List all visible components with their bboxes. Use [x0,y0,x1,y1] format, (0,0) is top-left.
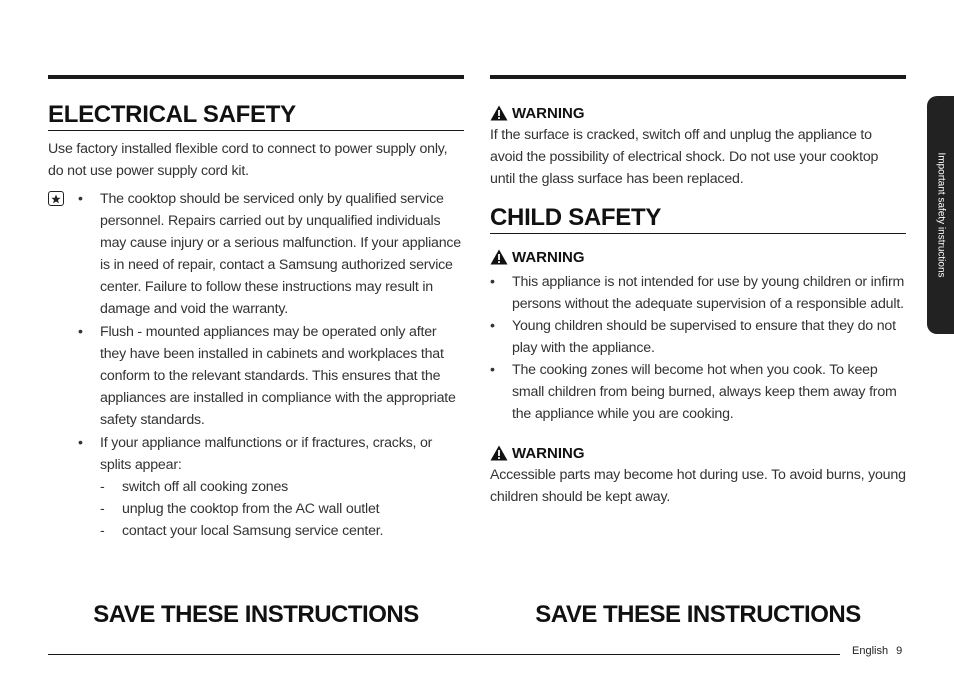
section-title: ELECTRICAL SAFETY [48,101,296,128]
list-item: • The cooktop should be serviced only by qualified service personnel. Repairs carried out by unqualified individuals may cause injury or a serious malfunction. If your appliance is in need of repair, contact a Samsung authorized service center. Failure to follow these instructions may result in damage and void the warranty. [100,188,464,320]
left-column [48,75,464,543]
footer-language: English [852,645,889,657]
side-tab-label: Important safety instructions [935,152,946,278]
side-tab [927,96,954,334]
electrical-safety-section [48,101,464,131]
list-item: • The cooking zones will become hot when you cook. To keep small children from being burned, always keep them away from the appliance while you are cooking. [512,359,906,425]
warning-triangle-icon [490,249,508,265]
save-instructions-left: SAVE THESE INSTRUCTIONS [93,601,419,628]
warning-heading: WARNING [490,442,906,464]
save-instructions-right: SAVE THESE INSTRUCTIONS [535,601,861,628]
list-item: • Flush - mounted appliances may be operated only after they have been installed in cabinets and workplaces that conform to the relevant standards. This ensures that the appliances are installed in compliance with the appropriate safety standards. [100,321,464,431]
warning-heading: WARNING [490,246,906,268]
list-item [100,432,464,542]
right-column [490,75,906,508]
footer [852,645,902,657]
top-rule [48,75,464,79]
dash-item: - contact your local Samsung service center. [122,520,464,542]
bullet-list [490,271,906,425]
page-number: 9 [896,645,903,657]
warning-heading: WARNING [490,102,906,124]
warning-triangle-icon [490,105,508,121]
child-safety-section [490,204,906,234]
notes-block [48,188,464,542]
dash-list [100,476,464,542]
list-item: • This appliance is not intended for use by young children or infirm persons without the adequate supervision of a responsible adult. [512,271,906,315]
dash-item: - switch off all cooking zones [122,476,464,498]
list-item-text: If your appliance malfunctions or if fractures, cracks, or splits appear: [100,435,433,473]
section-title: CHILD SAFETY [490,204,662,231]
list-item: • Young children should be supervised to ensure that they do not play with the appliance. [512,315,906,359]
lead-text: Use factory installed flexible cord to connect to power supply only, do not use power supply cord kit. [48,141,448,179]
star-note-icon [48,191,64,206]
dash-item: - unplug the cooktop from the AC wall outlet [122,498,464,520]
warning-text: Accessible parts may become hot during use. To avoid burns, young children should be kept away. [490,467,906,505]
bullet-list [48,188,464,542]
warning-triangle-icon [490,445,508,461]
top-rule [490,75,906,79]
warning-text: If the surface is cracked, switch off and unplug the appliance to avoid the possibility of electrical shock. Do not use your cooktop until the glass surface has been replaced. [490,127,879,187]
footer-rule [48,654,840,655]
